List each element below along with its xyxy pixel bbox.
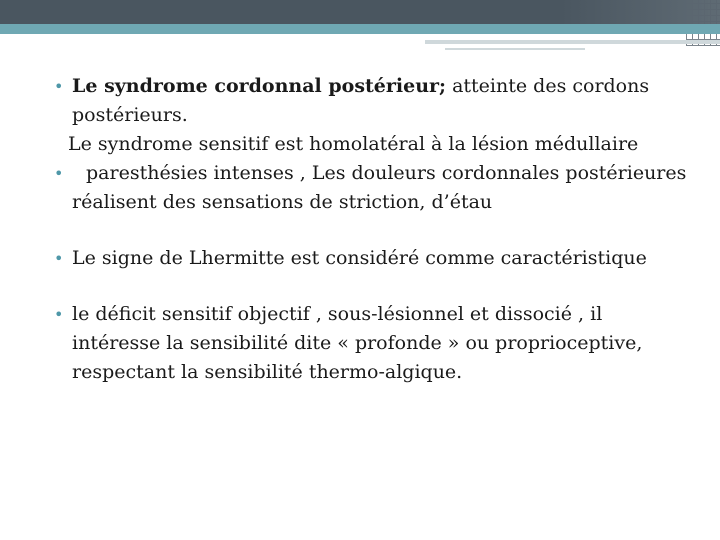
bullet-text: paresthésies intenses , Les douleurs cordonnales postérieures réalisent des sensations de striction, d’étau bbox=[72, 162, 687, 213]
bullet-icon: • bbox=[54, 249, 64, 268]
bullet-continuation: Le syndrome sensitif est homolatéral à la lésion médullaire bbox=[68, 133, 639, 155]
bullet-item bbox=[54, 159, 694, 217]
slide-body bbox=[54, 72, 694, 387]
bullet-icon: • bbox=[54, 305, 64, 324]
bullet-item bbox=[54, 72, 694, 159]
bullet-heading: Le syndrome cordonnal postérieur; bbox=[72, 75, 447, 97]
bullet-icon: • bbox=[54, 77, 64, 96]
header-bar bbox=[0, 0, 720, 24]
bullet-text: atteinte des cordons postérieurs. bbox=[72, 75, 650, 126]
accent-stripe bbox=[0, 24, 720, 34]
bullet-item bbox=[54, 244, 694, 273]
bullet-text: le déficit sensitif objectif , sous-lésionnel et dissocié , il intéresse la sensibilité dite « profonde » ou proprioceptive, respectant la sensibilité thermo-algique. bbox=[72, 303, 643, 383]
decorative-rule bbox=[425, 40, 720, 44]
decorative-rule bbox=[445, 48, 585, 50]
bullet-icon: • bbox=[54, 164, 64, 183]
bullet-text: Le signe de Lhermitte est considéré comme caractéristique bbox=[72, 247, 647, 269]
bullet-item bbox=[54, 300, 694, 387]
